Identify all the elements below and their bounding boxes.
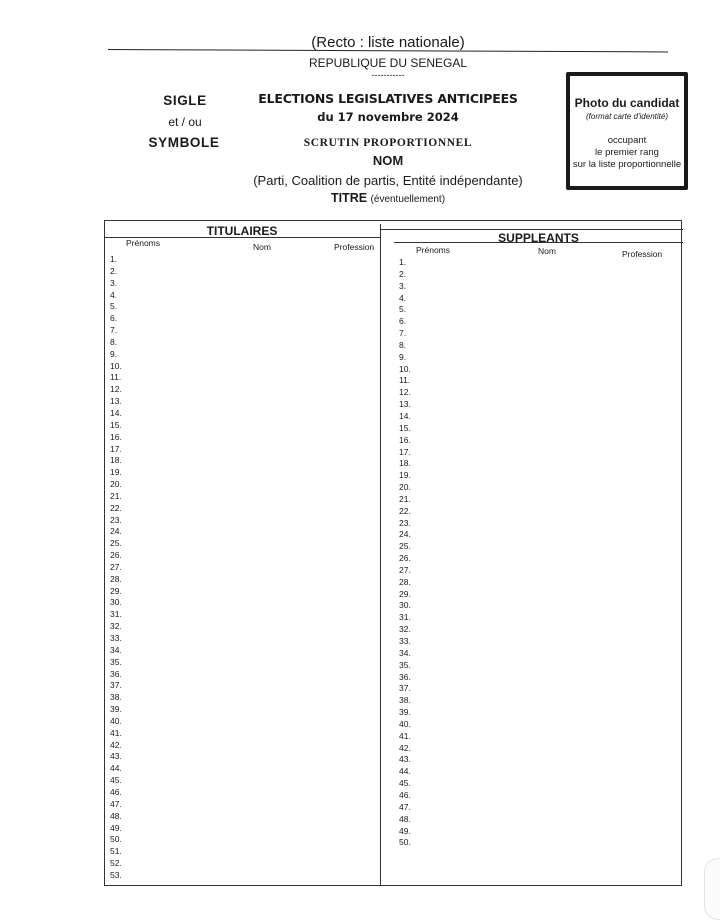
suppleants-top-rule [380, 229, 683, 230]
suppleants-row-number: 18. [399, 458, 411, 469]
titulaires-row-number: 31. [110, 609, 122, 620]
suppleants-row-number: 27. [399, 564, 411, 575]
titulaires-row-number: 5. [110, 301, 118, 312]
suppleants-row-number: 28. [399, 576, 411, 587]
suppleants-rows [399, 257, 411, 849]
titulaires-row-number: 23. [110, 514, 122, 525]
suppleants-row-number: 35. [399, 659, 411, 670]
titre-line [0, 191, 720, 205]
titulaires-row-number: 21. [110, 490, 122, 501]
titre-note: (éventuellement) [370, 194, 446, 205]
titulaires-row-number: 17. [110, 443, 122, 454]
suppleants-row-number: 22. [399, 505, 411, 516]
titulaires-row-number: 9. [110, 348, 118, 359]
titulaires-row-number: 10. [110, 360, 122, 371]
republique-label: REPUBLIQUE DU SENEGAL [308, 56, 468, 70]
titulaires-row-number: 14. [110, 407, 122, 418]
suppleants-row-number: 41. [399, 730, 411, 741]
photo-line-3: sur la liste proportionnelle [572, 159, 682, 170]
titulaires-row-number: 7. [110, 325, 118, 336]
sigle-label: SIGLE [163, 93, 207, 108]
titulaires-row-number: 46. [110, 786, 122, 797]
titulaires-rows [110, 254, 122, 882]
titulaires-row-number: 19. [110, 467, 122, 478]
suppleants-row-number: 47. [399, 801, 411, 812]
suppleants-row-number: 42. [399, 742, 411, 753]
election-date: du 17 novembre 2024 [317, 110, 459, 124]
suppleants-row-number: 40. [399, 718, 411, 729]
titulaires-row-number: 22. [110, 502, 122, 513]
suppleants-row-number: 29. [399, 588, 411, 599]
titulaires-row-number: 28. [110, 573, 122, 584]
titulaires-row-number: 4. [110, 289, 118, 300]
nom-label: NOM [372, 153, 404, 168]
titulaires-row-number: 27. [110, 561, 122, 572]
suppleants-row-number: 17. [399, 446, 411, 457]
suppleants-row-number: 49. [399, 825, 411, 836]
titulaires-col-nom: Nom [253, 242, 271, 252]
suppleants-row-number: 1. [399, 257, 407, 267]
titulaires-row-number: 32. [110, 621, 122, 632]
suppleants-row-number: 16. [399, 434, 411, 445]
suppleants-row-number: 26. [399, 553, 411, 564]
titulaires-row-number: 43. [110, 751, 122, 762]
photo-subtitle: (format carte d'identité) [585, 112, 668, 121]
et-ou-label: et / ou [168, 115, 202, 129]
suppleants-row-number: 6. [399, 316, 407, 327]
election-title: ELECTIONS LEGISLATIVES ANTICIPEES [258, 91, 518, 106]
titulaires-row-number: 12. [110, 384, 122, 395]
suppleants-row-number: 20. [399, 482, 411, 493]
titulaires-row-number: 51. [110, 846, 122, 857]
photo-line-1: occupant [607, 135, 647, 146]
suppleants-row-number: 45. [399, 778, 411, 789]
titulaires-row-number: 44. [110, 763, 122, 774]
suppleants-row-number: 2. [399, 268, 407, 279]
titulaires-col-profession: Profession [334, 242, 375, 252]
titulaires-row-number: 48. [110, 810, 122, 821]
suppleants-row-number: 48. [399, 813, 411, 824]
titulaires-row-number: 3. [110, 277, 118, 288]
photo-title: Photo du candidat [574, 96, 680, 110]
suppleants-row-number: 30. [399, 600, 411, 611]
suppleants-row-number: 4. [399, 292, 407, 303]
titulaires-row-number: 42. [110, 739, 122, 750]
titulaires-row-number: 37. [110, 680, 122, 691]
photo-box [566, 72, 688, 190]
titulaires-row-number: 53. [110, 869, 122, 880]
suppleants-row-number: 7. [399, 328, 407, 339]
suppleants-row-number: 50. [399, 837, 411, 848]
parti-label: (Parti, Coalition de partis, Entité indépendante) [253, 173, 523, 188]
suppleants-row-number: 31. [399, 612, 411, 623]
titulaires-col-prenoms: Prénoms [126, 238, 161, 248]
suppleants-row-number: 34. [399, 647, 411, 658]
titulaires-row-number: 39. [110, 704, 122, 715]
titulaires-row-number: 49. [110, 822, 122, 833]
titulaires-row-number: 26. [110, 550, 122, 561]
separator-dashes: ----------- [371, 70, 405, 80]
suppleants-row-number: 37. [399, 683, 411, 694]
titulaires-row-number: 36. [110, 668, 122, 679]
symbole-label: SYMBOLE [148, 135, 220, 150]
suppleants-row-number: 9. [399, 351, 407, 362]
recto-label: (Recto : liste nationale) [311, 34, 465, 51]
suppleants-row-number: 24. [399, 529, 411, 540]
suppleants-row-number: 44. [399, 766, 411, 777]
suppleants-col-profession: Profession [622, 249, 663, 259]
suppleants-row-number: 46. [399, 789, 411, 800]
titulaires-row-number: 8. [110, 336, 118, 347]
suppleants-row-number: 25. [399, 541, 411, 552]
titulaires-row-number: 33. [110, 633, 122, 643]
suppleants-row-number: 13. [399, 399, 411, 410]
titulaires-row-number: 35. [110, 656, 122, 667]
suppleants-row-number: 19. [399, 470, 411, 481]
suppleants-row-number: 3. [399, 280, 407, 291]
suppleants-row-number: 12. [399, 387, 411, 398]
titulaires-row-number: 13. [110, 396, 122, 407]
column-divider [380, 224, 381, 886]
titulaires-row-number: 47. [110, 798, 122, 809]
candidates-table [104, 220, 682, 886]
titulaires-row-number: 29. [110, 585, 122, 596]
scrutin-label: SCRUTIN PROPORTIONNEL [303, 137, 473, 149]
titulaires-row-number: 11. [110, 372, 122, 383]
suppleants-row-number: 8. [399, 339, 407, 350]
suppleants-row-number: 36. [399, 671, 411, 682]
suppleants-row-number: 5. [399, 304, 407, 315]
suppleants-row-number: 21. [399, 493, 411, 504]
titulaires-row-number: 18. [110, 455, 122, 466]
suppleants-row-number: 10. [399, 363, 411, 374]
suppleants-row-number: 39. [399, 707, 411, 718]
titulaires-row-number: 38. [110, 692, 122, 703]
suppleants-row-number: 43. [399, 754, 411, 765]
titulaires-row-number: 41. [110, 727, 122, 738]
titulaires-row-number: 2. [110, 265, 118, 276]
titre-label: TITRE [330, 191, 368, 205]
suppleants-row-number: 11. [399, 375, 411, 386]
suppleants-col-prenoms: Prénoms [416, 245, 451, 255]
titulaires-row-number: 20. [110, 479, 122, 490]
suppleants-row-number: 23. [399, 517, 411, 528]
titulaires-row-number: 45. [110, 775, 122, 786]
titulaires-header: TITULAIRES [206, 224, 278, 238]
suppleants-row-number: 15. [399, 422, 411, 433]
titulaires-row-number: 34. [110, 644, 122, 655]
titulaires-row-number: 1. [110, 254, 118, 264]
suppleants-row-number: 38. [399, 695, 411, 706]
titulaires-row-number: 25. [110, 538, 122, 549]
titulaires-row-number: 52. [110, 858, 122, 869]
titulaires-row-number: 50. [110, 834, 122, 845]
photo-line-2: le premier rang [595, 147, 659, 158]
suppleants-row-number: 32. [399, 624, 411, 635]
page-corner-mark [704, 858, 720, 920]
suppleants-header: SUPPLEANTS [498, 231, 579, 245]
suppleants-row-number: 14. [399, 410, 411, 421]
titulaires-row-number: 15. [110, 419, 122, 430]
suppleants-col-nom: Nom [538, 246, 556, 256]
suppleants-row-number: 33. [399, 636, 411, 646]
titulaires-row-number: 24. [110, 526, 122, 537]
titulaires-row-number: 16. [110, 431, 122, 442]
titulaires-row-number: 30. [110, 597, 122, 608]
titulaires-row-number: 40. [110, 715, 122, 726]
titulaires-row-number: 6. [110, 313, 118, 324]
